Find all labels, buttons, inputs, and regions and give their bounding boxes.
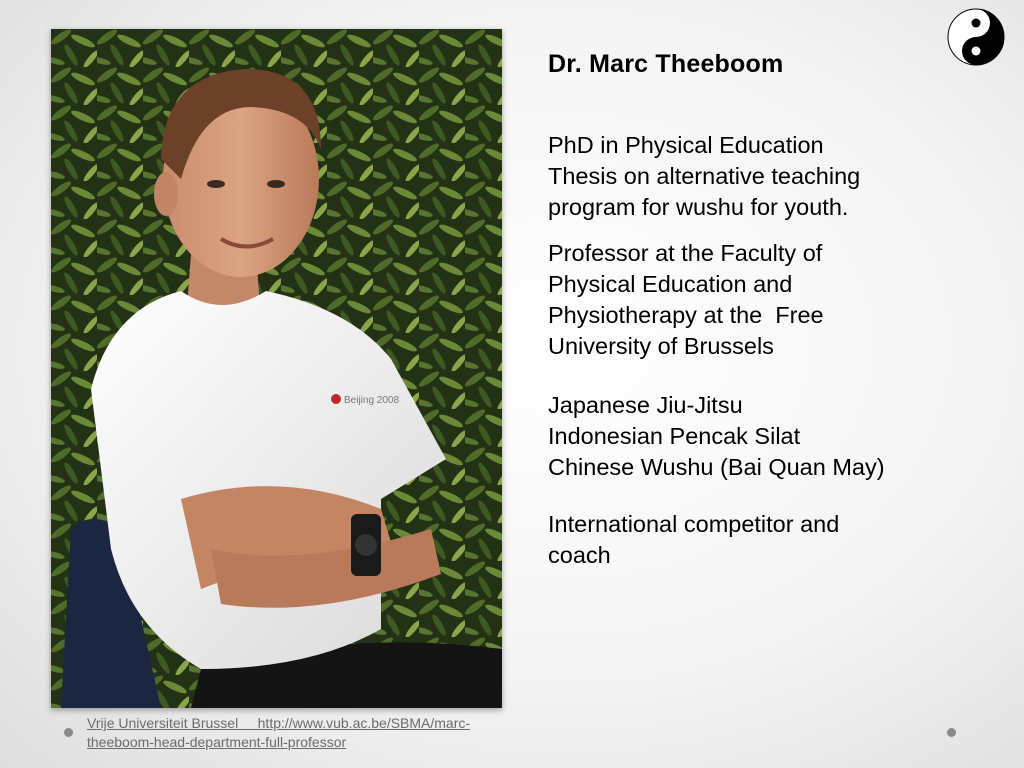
text-line: Physical Education and: [548, 271, 793, 297]
text-line: International competitor and: [548, 511, 840, 537]
professor-block: [548, 238, 988, 362]
competitor-block: [548, 509, 988, 571]
yin-yang-icon: [947, 8, 1005, 66]
text-line: Japanese Jiu-Jitsu: [548, 392, 743, 418]
source-link-line2[interactable]: theeboom-head-department-full-professor: [87, 734, 347, 750]
text-line: Indonesian Pencak Silat: [548, 423, 801, 449]
text-line: Thesis on alternative teaching: [548, 163, 861, 189]
education-block: [548, 130, 988, 223]
source-link-line1[interactable]: Vrije Universiteit Brussel http://www.vub.ac.be/SBMA/marc-: [87, 715, 471, 731]
text-line: program for wushu for youth.: [548, 194, 849, 220]
svg-text:Beijing 2008: Beijing 2008: [344, 395, 400, 406]
bullet-dot-left: [64, 728, 73, 737]
slide-title: Dr. Marc Theeboom: [548, 50, 784, 78]
text-line: Professor at the Faculty of: [548, 240, 823, 266]
bullet-dot-right: [947, 728, 956, 737]
source-footer: [87, 714, 547, 752]
text-line: Physiotherapy at the Free: [548, 302, 824, 328]
source-link[interactable]: [87, 715, 470, 750]
martial-arts-block: [548, 390, 988, 483]
text-line: coach: [548, 542, 611, 568]
text-line: PhD in Physical Education: [548, 132, 824, 158]
text-line: Chinese Wushu (Bai Quan May): [548, 454, 885, 480]
portrait-photo: [51, 29, 502, 708]
text-line: University of Brussels: [548, 333, 774, 359]
